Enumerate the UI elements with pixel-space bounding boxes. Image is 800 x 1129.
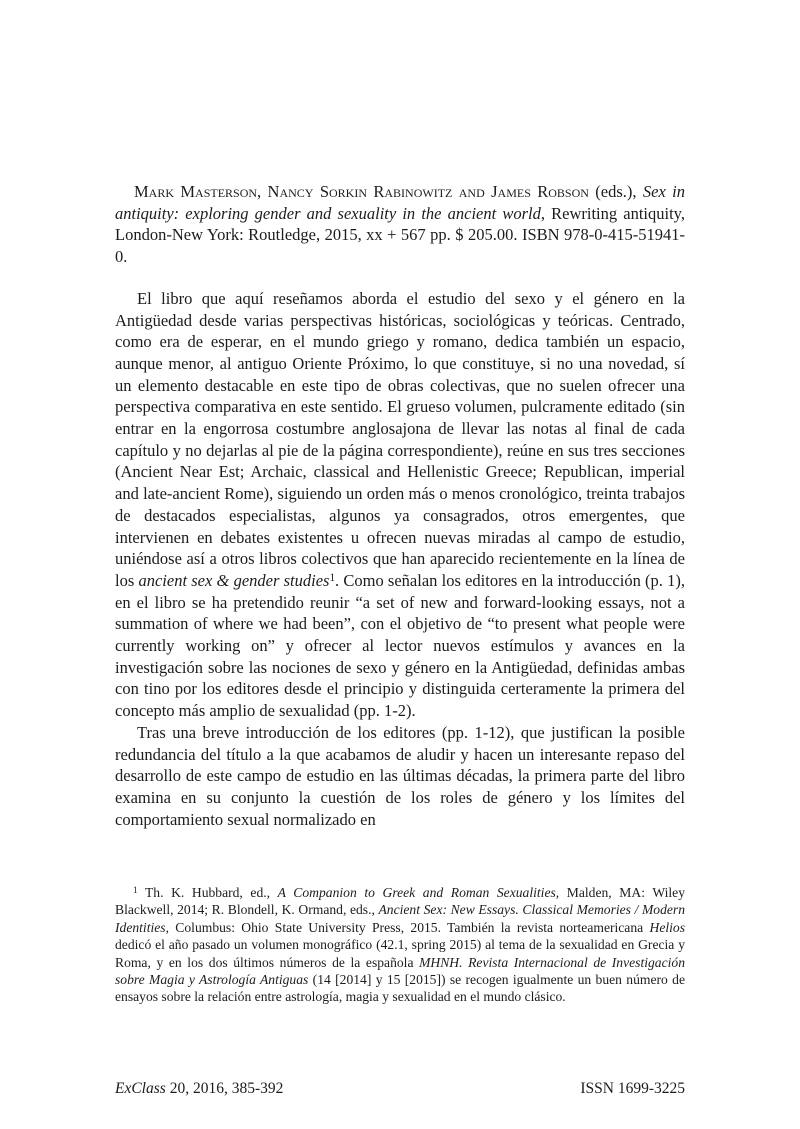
text-segment: , Columbus: Ohio State University Press, 2015. También la revista norteamericana [165,919,650,935]
body-paragraph-1 [115,288,685,722]
page-footer [115,1079,685,1099]
text-segment: ExClass [115,1080,166,1097]
journal-reference [115,1079,283,1099]
issn-number: ISSN 1699-3225 [580,1080,685,1097]
text-segment: Sex in antiquity: exploring gender and sexuality in the ancient world [115,182,686,223]
text-segment: (eds.), [588,182,643,201]
text-segment: (14 [2014] y 15 [2015]) se recogen igualmente un buen número de ensayos sobre la relación entre astrología, magia y sexualidad en el mundo clásico. [115,972,686,1005]
text-segment: Tras una breve introducción de los editores (pp. 1-12), que justifican la posible redundancia del título a la que acabamos de aludir y hacen un interesante repaso del desarrollo de este campo de estudio en las últimas décadas, la primera parte del libro examina en su conjunto la cuestión de los roles de género y los límites del comportamiento sexual normalizado en [115,722,685,829]
text-segment: 1 [133,884,138,895]
footnote-1 [115,884,685,1006]
text-segment: El libro que aquí reseñamos aborda el estudio del sexo y el género en la Antigüedad desde varias perspectivas históricas, sociológicas y teóricas. Centrado, como era de esperar, en el mundo griego y romano, dedica también un espacio, aunque menor, al antiguo Oriente Próximo, lo que constituye, si no una novedad, sí un elemento destacable en este tipo de obras colectivas, que no suelen ofrecer una perspectiva comparativa en este sentido. El grueso volumen, pulcramente editado (sin entrar en la engorrosa costumbre anglosajona de llevar las notas al final de cada capítulo y no dejarlas al pie de la página correspondiente), reúne en sus tres secciones (Ancient Near Est; Archaic, classical and Hellenistic Greece; Republican, imperial and late-ancient Rome), siguiendo un orden más o menos cronológico, treinta trabajos de destacados especialistas, algunos ya consagrados, otros emergentes, que intervienen en debates existentes u ofrecen nuevas miradas al campo de estudio, uniéndose así a otros libros colectivos que han aparecido recientemente en la línea de los [115,288,685,590]
text-segment: MHNH. Revista Internacional de Investigación sobre Magia y Astrología Antiguas [115,954,686,988]
body-paragraph-2 [115,722,685,831]
text-segment: A Companion to Greek and Roman Sexualities, [277,885,560,900]
text-segment: Th. K. Hubbard, ed., [137,885,278,900]
text-segment: dedicó el año pasado un volumen monográfico (42.1, spring 2015) al tema de la sexualidad en Grecia y Roma, y en los dos últimos números de la española [115,937,685,970]
text-segment: Ancient Sex: New Essays. Classical Memories / Modern Identities [115,902,685,935]
page-content [115,181,685,830]
book-citation [115,181,685,268]
text-segment: Helios [649,919,685,935]
text-segment: , Rewriting antiquity, London-New York: Routledge, 2015, xx + 567 pp. $ 205.00. ISBN 978-0-415-51941-0. [115,203,685,267]
text-segment: 20, 2016, 385-392 [165,1080,284,1097]
text-segment: 1 [329,571,336,584]
text-segment: Malden, MA: Wiley Blackwell, 2014; R. Blondell, K. Ormand, eds., [115,885,685,918]
text-segment: Mark Masterson, Nancy Sorkin Rabinowitz and James Robson [134,182,589,201]
text-segment: ancient sex & gender studies [138,570,330,590]
text-segment: . Como señalan los editores en la introducción (p. 1), en el libro se ha pretendido reunir “a set of new and forward-looking essays, not a summation of where we had been”, con el objetivo de “to present what people were currently working on” y ofrecer al lector nuevos estímulos y avances en la investigación sobre las nociones de sexo y género en la Antigüedad, definidas ambas con tino por los editores desde el principio y distinguida certeramente la primera del concepto más amplio de sexualidad (pp. 1-2). [115,570,685,721]
